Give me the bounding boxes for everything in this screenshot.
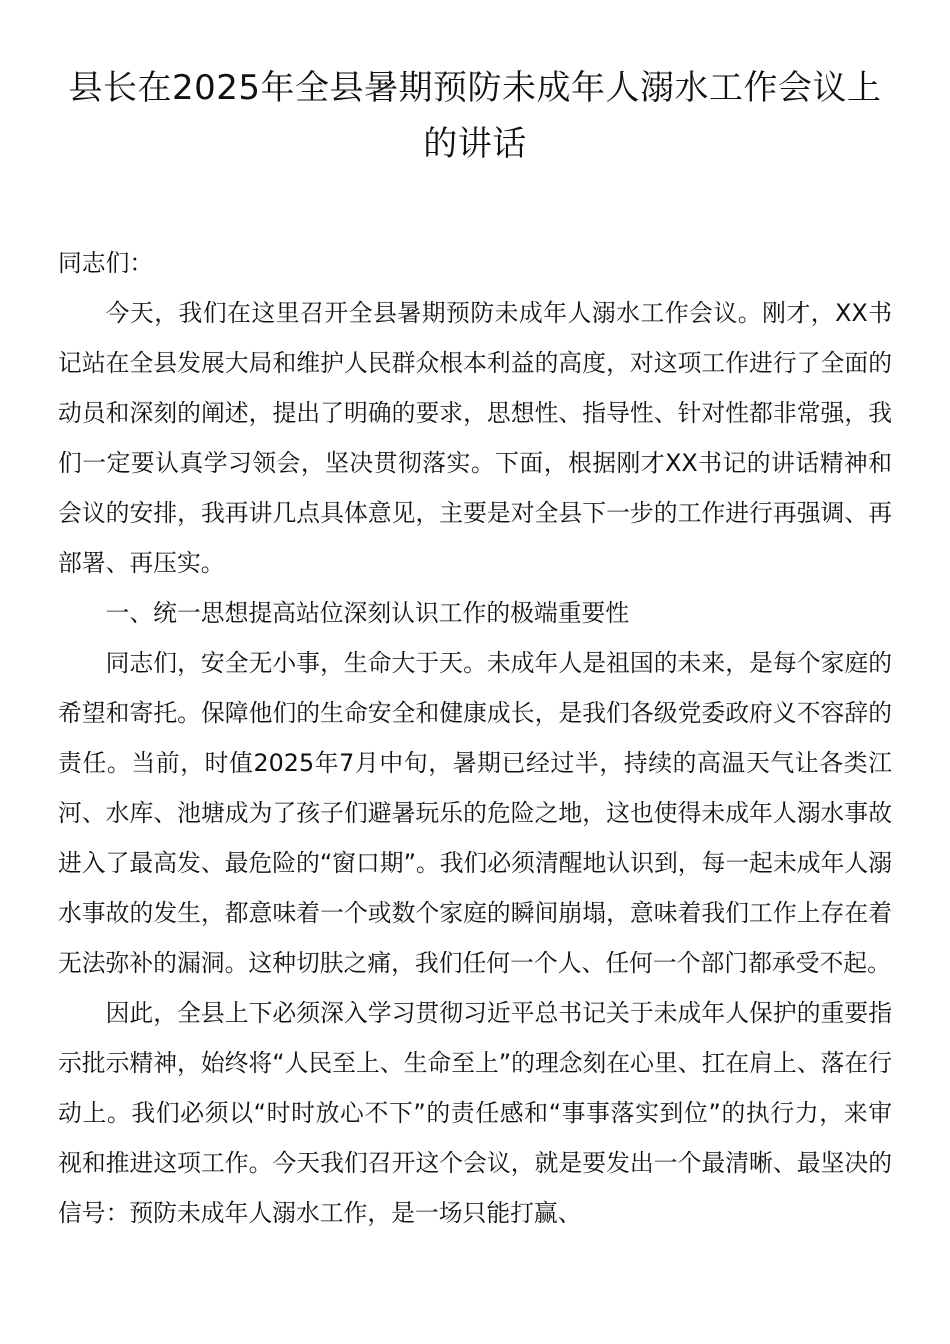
- paragraph-safety: 同志们，安全无小事，生命大于天。未成年人是祖国的未来，是每个家庭的希望和寄托。保障他们的生命安全和健康成长，是我们各级党委政府义不容辞的责任。当前，时值2025年7月中旬，暑期已经过半，持续的高温天气让各类江河、水库、池塘成为了孩子们避暑玩乐的危险之地，这也使得未成年人溺水事故进入了最高发、最危险的“窗口期”。我们必须清醒地认识到，每一起未成年人溺水事故的发生，都意味着一个或数个家庭的瞬间崩塌，意味着我们工作上存在着无法弥补的漏洞。这种切肤之痛，我们任何一个人、任何一个部门都承受不起。: [58, 649, 892, 977]
- document-title: 县长在2025年全县暑期预防未成年人溺水工作会议上的讲话: [68, 68, 882, 164]
- document-page: [58, 60, 892, 1238]
- paragraph-opening: 今天，我们在这里召开全县暑期预防未成年人溺水工作会议。刚才，XX书记站在全县发展大局和维护人民群众根本利益的高度，对这项工作进行了全面的动员和深刻的阐述，提出了明确的要求，思想性、指导性、针对性都非常强，我们一定要认真学习领会，坚决贯彻落实。下面，根据刚才XX书记的讲话精神和会议的安排，我再讲几点具体意见，主要是对全县下一步的工作进行再强调、再部署、再压实。: [58, 299, 892, 577]
- document-body: [58, 238, 892, 1238]
- section-heading-1: 一、统一思想提高站位深刻认识工作的极端重要性: [105, 599, 630, 627]
- paragraph-therefore: 因此，全县上下必须深入学习贯彻习近平总书记关于未成年人保护的重要指示批示精神，始终将“人民至上、生命至上”的理念刻在心里、扛在肩上、落在行动上。我们必须以“时时放心不下”的责任感和“事事落实到位”的执行力，来审视和推进这项工作。今天我们召开这个会议，就是要发出一个最清晰、最坚决的信号：预防未成年人溺水工作，是一场只能打赢、: [58, 999, 892, 1227]
- salutation: 同志们：: [58, 249, 154, 277]
